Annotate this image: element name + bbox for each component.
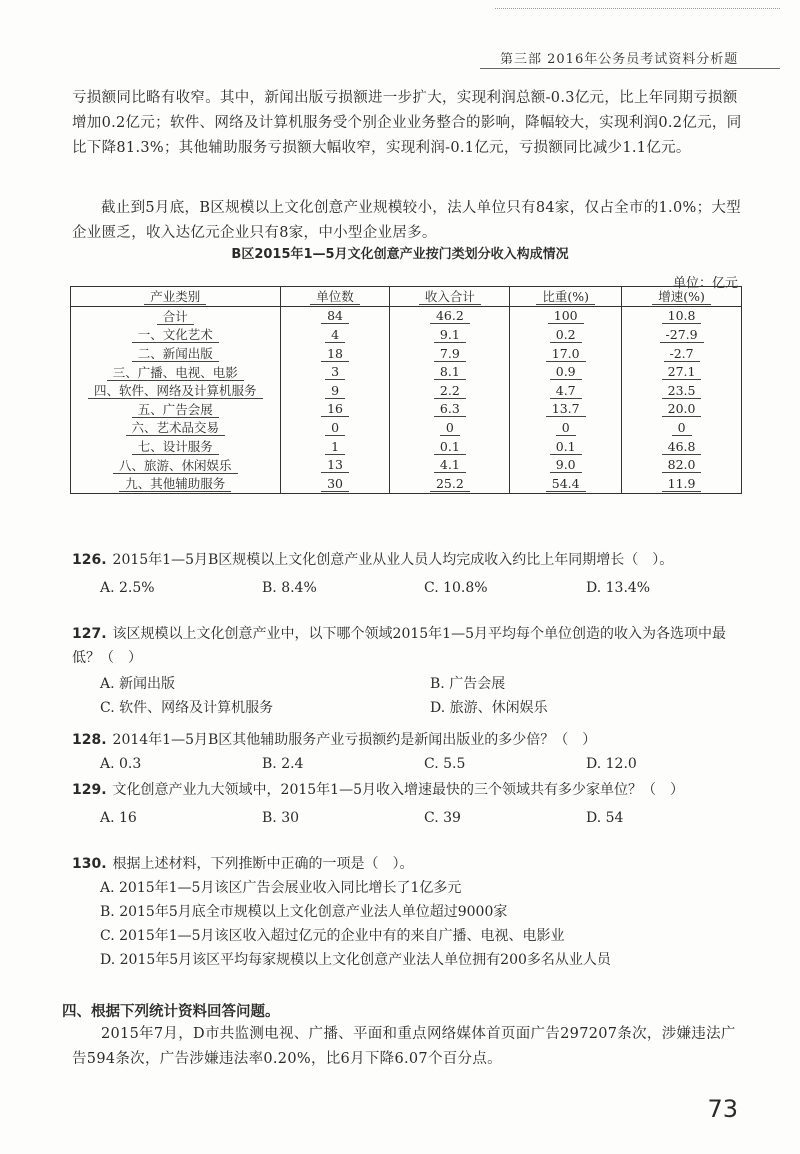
question-number: 128. <box>72 732 107 748</box>
table-row: 一、文化艺术 4 9.1 0.2 -27.9 <box>71 325 742 344</box>
table-row: 七、设计服务 1 0.1 0.1 46.8 <box>71 437 742 456</box>
table-row: 九、其他辅助服务 30 25.2 54.4 11.9 <box>71 474 742 493</box>
question-text: 根据上述材料，下列推断中正确的一项是（ ）。 <box>112 856 414 872</box>
header-rule <box>480 68 780 69</box>
table-unit: 单位：亿元 <box>672 276 738 291</box>
table-row: 五、广告会展 16 6.3 13.7 20.0 <box>71 400 742 419</box>
option-d[interactable]: D. 54 <box>586 810 624 826</box>
option-c[interactable]: C. 39 <box>424 810 461 826</box>
page-number: 73 <box>707 1095 738 1123</box>
option-b[interactable]: B. 2015年5月底全市规模以上文化创意产业法人单位超过9000家 <box>100 904 508 920</box>
option-a[interactable]: A. 0.3 <box>100 756 142 772</box>
header-category: 产业类别 <box>71 287 281 307</box>
table-row: 合计 84 46.2 100 10.8 <box>71 306 742 325</box>
question-127 <box>72 622 752 720</box>
question-text: 文化创意产业九大领域中，2015年1—5月收入增速最快的三个领域共有多少家单位？（ ） <box>112 782 684 798</box>
question-number: 130. <box>72 856 107 872</box>
option-b[interactable]: B. 8.4% <box>262 580 317 596</box>
question-number: 129. <box>72 782 107 798</box>
option-d[interactable]: D. 2015年5月该区平均每家规模以上文化创意产业法人单位拥有200多名从业人员 <box>100 952 611 968</box>
question-text: 2015年1—5月B区规模以上文化创意产业从业人员人均完成收入约比上年同期增长（ ）。 <box>112 552 674 568</box>
header-share: 比重(%) <box>510 287 622 307</box>
paragraph-scale: 截止到5月底，B区规模以上文化创意产业规模较小，法人单位只有84家，仅占全市的1.0%；大型企业匮乏，收入达亿元企业只有8家，中小型企业居多。 <box>72 200 741 241</box>
table-title: B区2015年1—5月文化创意产业按门类划分收入构成情况 <box>231 247 569 262</box>
table-row: 二、新闻出版 18 7.9 17.0 -2.7 <box>71 344 742 363</box>
question-number: 126. <box>72 552 107 568</box>
running-header: 第三部 2016年公务员考试资料分析题 <box>500 52 739 67</box>
paragraph-loss: 亏损额同比略有收窄。其中，新闻出版亏损额进一步扩大，实现利润总额-0.3亿元，比上年同期亏损额增加0.2亿元；软件、网络及计算机服务受个别企业业务整合的影响，降幅较大，实现利润0.2亿元，同比下降81.3%；其他辅助服务亏损额大幅收窄，实现利润-0.1亿元，亏损额同比减少1.1亿元。 <box>72 90 742 156</box>
question-129 <box>72 778 752 830</box>
header-revenue: 收入合计 <box>390 287 510 307</box>
revenue-table <box>70 286 742 494</box>
option-a[interactable]: A. 16 <box>100 810 137 826</box>
option-c[interactable]: C. 2015年1—5月该区收入超过亿元的企业中有的来自广播、电视、电影业 <box>100 928 565 944</box>
question-text: 该区规模以上文化创意产业中，以下哪个领域2015年1—5月平均每个单位创造的收入为各选项中最低？（ ） <box>72 626 726 666</box>
table-row: 四、软件、网络及计算机服务 9 2.2 4.7 23.5 <box>71 381 742 400</box>
option-c[interactable]: C. 10.8% <box>424 580 488 596</box>
table-header-row <box>71 287 742 307</box>
question-130 <box>72 852 752 972</box>
question-128 <box>72 728 752 776</box>
option-d[interactable]: D. 12.0 <box>586 756 637 772</box>
table-row: 六、艺术品交易 0 0 0 0 <box>71 418 742 437</box>
question-126 <box>72 548 752 600</box>
option-c[interactable]: C. 5.5 <box>424 756 466 772</box>
option-a[interactable]: A. 新闻出版 <box>100 676 176 692</box>
question-text: 2014年1—5月B区其他辅助服务产业亏损额约是新闻出版业的多少倍？（ ） <box>112 732 597 748</box>
option-b[interactable]: B. 2.4 <box>262 756 304 772</box>
option-d[interactable]: D. 13.4% <box>586 580 651 596</box>
question-number: 127. <box>72 626 107 642</box>
table-row: 八、旅游、休闲娱乐 13 4.1 9.0 82.0 <box>71 455 742 474</box>
header-growth: 增速(%) <box>622 287 742 307</box>
table-row: 三、广播、电视、电影 3 8.1 0.9 27.1 <box>71 362 742 381</box>
header-units: 单位数 <box>280 287 390 307</box>
option-d[interactable]: D. 旅游、休闲娱乐 <box>430 700 548 716</box>
option-b[interactable]: B. 30 <box>262 810 300 826</box>
section-4-text: 2015年7月，D市共监测电视、广播、平面和重点网络媒体首页面广告297207条次，涉嫌违法广告594条次，广告涉嫌违法率0.20%，比6月下降6.07个百分点。 <box>72 1026 736 1067</box>
option-a[interactable]: A. 2015年1—5月该区广告会展业收入同比增长了1亿多元 <box>100 880 462 896</box>
option-a[interactable]: A. 2.5% <box>100 580 155 596</box>
option-c[interactable]: C. 软件、网络及计算机服务 <box>100 700 274 716</box>
top-dotted-line <box>495 8 780 9</box>
section-4-title: 四、根据下列统计资料回答问题。 <box>62 1003 280 1020</box>
option-b[interactable]: B. 广告会展 <box>430 676 506 692</box>
